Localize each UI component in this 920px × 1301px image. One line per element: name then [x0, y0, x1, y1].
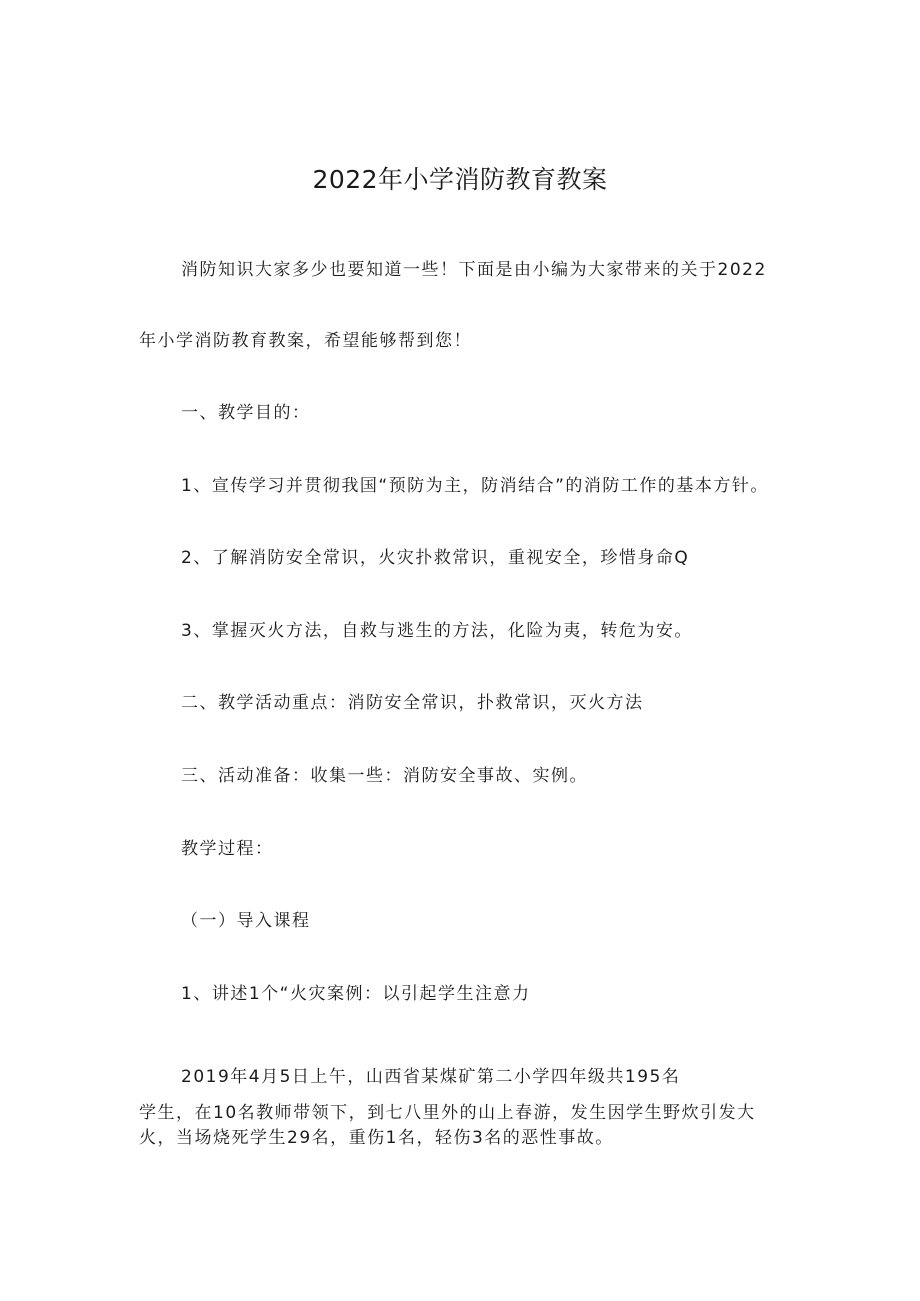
preparation-section: 三、活动准备：收集一些：消防安全事故、实例。: [181, 766, 588, 786]
goal-item-2: 2、了解消防安全常识，火灾扑救常识，重视安全，珍惜身命Q: [181, 548, 690, 568]
goal-item-1: 1、宣传学习并贯彻我国“预防为主，防消结合”的消防工作的基本方针。: [181, 476, 769, 496]
document-title: 2022年小学消防教育教案: [312, 165, 608, 194]
step-item-1: 1、讲述1个“火灾案例：以引起学生注意力: [181, 984, 531, 1004]
intro-course-heading: （一）导入课程: [181, 911, 311, 931]
intro-paragraph-line-2: 年小学消防教育教案，希望能够帮到您！: [139, 331, 472, 351]
goal-heading: 一、教学目的：: [181, 403, 311, 423]
intro-paragraph-line-1: 消防知识大家多少也要知道一些！下面是由小编为大家带来的关于2022: [181, 260, 767, 280]
case-paragraph-line-1: 2019年4月5日上午，山西省某煤矿第二小学四年级共195名: [181, 1067, 681, 1087]
process-heading: 教学过程：: [181, 839, 274, 859]
case-paragraph-line-2: 学生，在10名教师带领下，到七八里外的山上春游，发生因学生野炊引发大: [139, 1103, 756, 1123]
goal-item-3: 3、掌握灭火方法，自救与逃生的方法，化险为夷，转危为安。: [181, 621, 693, 641]
case-paragraph-line-3: 火，当场烧死学生29名，重伤1名，轻伤3名的恶性事故。: [139, 1128, 614, 1148]
focus-section: 二、教学活动重点：消防安全常识，扑救常识，灭火方法: [181, 693, 644, 713]
